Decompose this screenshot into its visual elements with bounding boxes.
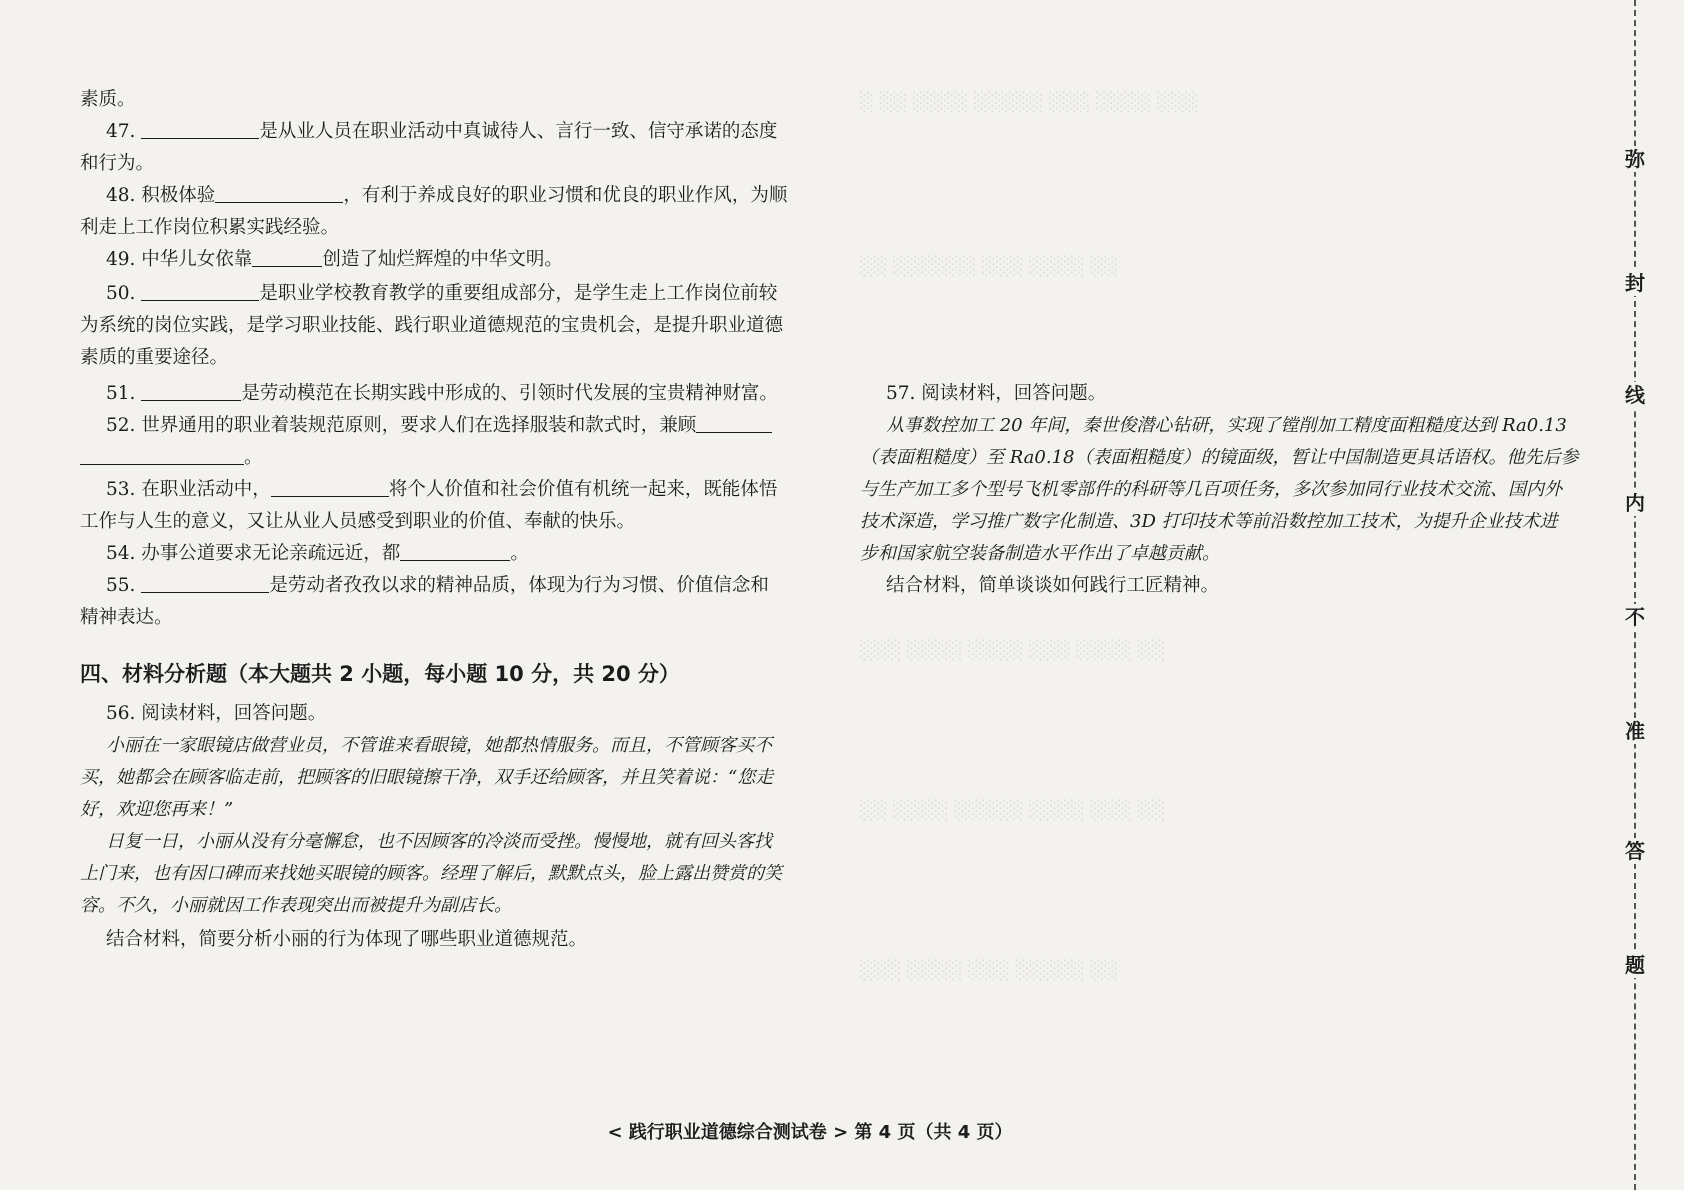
question-number: 55. <box>106 575 136 596</box>
binding-margin <box>1605 0 1665 1190</box>
show-through-text: ░░░ ░░░░ ░░░ ░░░░░ ░░ <box>860 960 1119 981</box>
material-line: 从事数控加工 20 年间，秦世俊潜心钻研，实现了镗削加工精度面粗糙度达到 Ra0.13 <box>886 415 1567 436</box>
question-text: 是劳动者孜孜以求的精神品质，体现为行为习惯、价值信念和 <box>269 575 769 596</box>
section-heading: 四、材料分析题（本大题共 2 小题，每小题 10 分，共 20 分） <box>80 662 680 686</box>
binding-char: 题 <box>1619 952 1651 978</box>
material-line: 技术深造，学习推广数字化制造、3D 打印技术等前沿数控加工技术，为提升企业技术进 <box>860 511 1558 532</box>
answer-blank[interactable] <box>215 184 343 203</box>
question-task: 结合材料，简单谈谈如何践行工匠精神。 <box>886 575 1220 596</box>
text-line: 精神表达。 <box>80 607 173 628</box>
material-line: 小丽在一家眼镜店做营业员，不管谁来看眼镜，她都热情服务。而且，不管顾客买不 <box>106 735 772 756</box>
question-48 <box>106 184 787 208</box>
binding-char: 内 <box>1619 490 1651 516</box>
binding-char: 封 <box>1619 270 1651 296</box>
text-line: 素质的重要途径。 <box>80 347 229 368</box>
question-55 <box>106 574 769 598</box>
question-number: 51. <box>106 383 136 404</box>
question-50 <box>106 282 777 306</box>
question-text: 49. 中华儿女依靠 <box>106 249 253 270</box>
question-text: 将个人价值和社会价值有机统一起来，既能体悟 <box>388 479 778 500</box>
answer-blank[interactable] <box>696 414 772 433</box>
text-line: 和行为。 <box>80 153 155 174</box>
material-line: 日复一日，小丽从没有分毫懈怠，也不因顾客的冷淡而受挫。慢慢地，就有回头客找 <box>106 831 772 852</box>
answer-blank[interactable] <box>141 574 269 593</box>
binding-char: 线 <box>1619 382 1651 408</box>
question-54 <box>106 542 529 566</box>
binding-char: 准 <box>1619 718 1651 744</box>
question-text: 。 <box>510 543 529 564</box>
question-text: 创造了灿烂辉煌的中华文明。 <box>322 249 563 270</box>
answer-blank[interactable] <box>252 248 322 267</box>
binding-char: 弥 <box>1619 146 1651 172</box>
question-text: 53. 在职业活动中， <box>106 479 271 500</box>
show-through-text: ░░░ ░░░░ ░░░░ ░░░ ░░░░ ░░ <box>860 640 1166 661</box>
answer-blank[interactable] <box>400 542 510 561</box>
text-line: 工作与人生的意义，又让从业人员感受到职业的价值、奉献的快乐。 <box>80 511 636 532</box>
question-text: 52. 世界通用的职业着装规范原则，要求人们在选择服装和款式时，兼顾 <box>106 415 697 436</box>
question-text: 是从业人员在职业活动中真诚待人、言行一致、信守承诺的态度 <box>259 121 778 142</box>
question-53 <box>106 478 777 502</box>
material-line: 容。不久，小丽就因工作表现突出而被提升为副店长。 <box>80 895 512 916</box>
binding-char: 不 <box>1619 604 1651 630</box>
question-text: 。 <box>244 447 263 468</box>
question-51 <box>106 382 778 406</box>
material-line: 好，欢迎您再来！” <box>80 799 234 820</box>
text-line: 利走上工作岗位积累实践经验。 <box>80 217 340 238</box>
page-footer: < 践行职业道德综合测试卷 > 第 4 页（共 4 页） <box>607 1122 1013 1143</box>
binding-char: 答 <box>1619 838 1651 864</box>
question-text: 是职业学校教育教学的重要组成部分，是学生走上工作岗位前较 <box>259 283 778 304</box>
material-line: 上门来，也有因口碑而来找她买眼镜的顾客。经理了解后，默默点头，脸上露出赞赏的笑 <box>80 863 782 884</box>
question-task: 结合材料，简要分析小丽的行为体现了哪些职业道德规范。 <box>106 929 588 950</box>
answer-blank[interactable] <box>80 446 244 465</box>
sealing-dashed-line <box>1634 0 1636 1190</box>
material-line: （表面粗糙度）至 Ra0.18（表面粗糙度）的镜面级，暂让中国制造更具话语权。他先后参 <box>860 447 1579 468</box>
material-line: 买，她都会在顾客临走前，把顾客的旧眼镜擦干净，双手还给顾客，并且笑着说：“您走 <box>80 767 774 788</box>
show-through-text: ░░ ░░░░░░ ░░░ ░░░░ ░░ <box>860 256 1119 277</box>
answer-blank[interactable] <box>141 382 241 401</box>
question-49 <box>106 248 563 272</box>
material-line: 步和国家航空装备制造水平作出了卓越贡献。 <box>860 543 1220 564</box>
show-through-text: ░ ░░ ░░░░ ░░░░░ ░░░ ░░░░ ░░░ <box>860 92 1199 113</box>
question-52 <box>106 414 772 438</box>
question-56: 56. 阅读材料，回答问题。 <box>106 703 327 724</box>
question-number: 50. <box>106 283 136 304</box>
text-line: 素质。 <box>80 89 136 110</box>
question-text: 54. 办事公道要求无论亲疏远近，都 <box>106 543 401 564</box>
question-47 <box>106 120 777 144</box>
question-number: 47. <box>106 121 136 142</box>
question-text: 是劳动模范在长期实践中形成的、引领时代发展的宝贵精神财富。 <box>241 383 778 404</box>
question-52-cont <box>80 446 263 470</box>
answer-blank[interactable] <box>271 478 389 497</box>
text-line: 为系统的岗位实践，是学习职业技能、践行职业道德规范的宝贵机会，是提升职业道德 <box>80 315 784 336</box>
question-57: 57. 阅读材料，回答问题。 <box>886 383 1107 404</box>
answer-blank[interactable] <box>141 282 259 301</box>
question-text: 48. 积极体验 <box>106 185 216 206</box>
answer-blank[interactable] <box>141 120 259 139</box>
question-text: ，有利于养成良好的职业习惯和优良的职业作风，为顺 <box>343 185 788 206</box>
show-through-text: ░░ ░░░░ ░░░░░ ░░░░ ░░░ ░░ <box>860 800 1166 821</box>
material-line: 与生产加工多个型号飞机零部件的科研等几百项任务，多次参加同行业技术交流、国内外 <box>860 479 1562 500</box>
